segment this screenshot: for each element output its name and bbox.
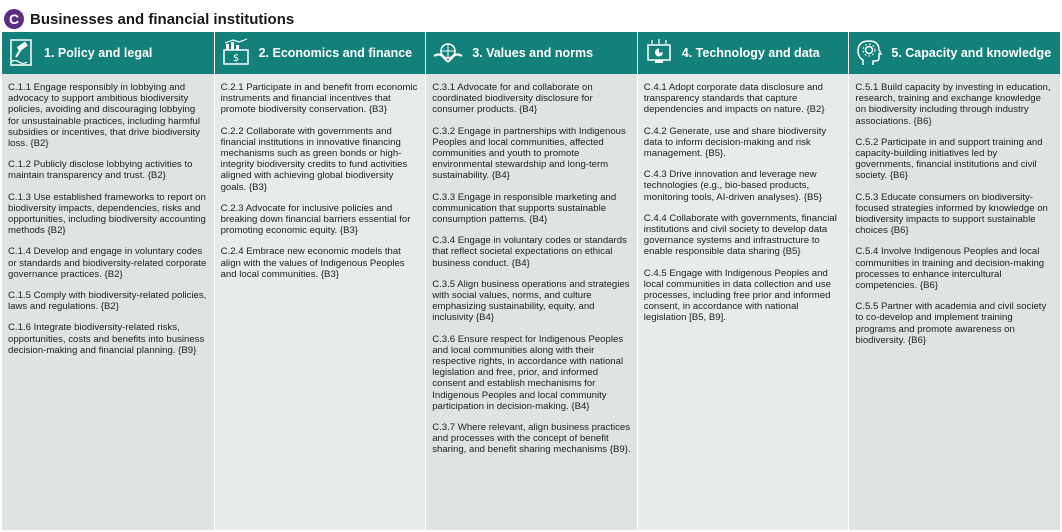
column-header [849, 32, 1060, 74]
action-item: C.3.4 Engage in voluntary codes or standards that reflect societal expectations on ethical business conduct. {B4} [432, 235, 627, 269]
action-item: C.1.3 Use established frameworks to report on biodiversity impacts, dependencies, risks and opportunities, including biodiversity accounting methods {B2} [8, 191, 206, 237]
action-item: C.2.3 Advocate for inclusive policies and breaking down financial barriers essential for promoting economic equity. {B3} [220, 202, 411, 237]
hands-globe-icon [432, 38, 464, 68]
action-item: C.5.1 Build capacity by investing in education, research, training and exchange knowledge on biodiversity including through industry associations. {B6} [855, 82, 1051, 127]
money-chart-icon [221, 38, 251, 68]
action-item: C.5.2 Participate in and support training and capacity-building initiatives led by governments, financial institutions and civil society. {B6} [855, 136, 1043, 182]
column-header [215, 32, 426, 74]
action-item: C.3.5 Align business operations and strategies with social values, norms, and culture emphasizing sustainability, equity, and inclusivity {B4} [432, 278, 630, 324]
action-item: C.2.1 Participate in and benefit from economic instruments and financial incentives that promote biodiversity conservation. {B3} [220, 82, 418, 116]
column-body [2, 74, 214, 530]
action-item: C.3.7 Where relevant, align business practices and processes with the concept of benefit sharing, and benefit sharing mechanisms {B9}. [432, 422, 631, 456]
column-technology-data [637, 32, 849, 530]
column-header [2, 32, 214, 74]
column-title: 5. Capacity and knowledge [891, 46, 1052, 60]
action-item: C.5.3 Educate consumers on biodiversity-focused strategies informed by knowledge on biodiversity impacts to support sustainable choices {B6} [855, 191, 1048, 237]
column-body [426, 74, 637, 530]
action-item: C.4.4 Collaborate with governments, financial institutions and civil society to develop data governance systems and infrastructure to enable responsible data sharing {B5} [643, 212, 837, 258]
action-item: C.4.2 Generate, use and share biodiversity data to inform decision-making and risk management. {B5}. [643, 125, 827, 160]
column-title: 4. Technology and data [681, 46, 820, 60]
section-title: Businesses and financial institutions [30, 10, 295, 28]
computer-data-icon [644, 38, 674, 68]
action-item: C.4.3 Drive innovation and leverage new technologies (e.g., bio-based products, monitoring tools, AI-driven analyses). {B5} [643, 169, 822, 203]
columns-grid [2, 32, 1060, 530]
column-title: 1. Policy and legal [44, 46, 153, 60]
action-item: C.3.6 Ensure respect for Indigenous Peoples and local communities along with their respective rights, in accordance with national legislation and free, prior, and informed consent and establish mechanisms for Indigenous Peoples and local community participation in decision-making. {B4} [432, 333, 624, 412]
action-item: C.1.5 Comply with biodiversity-related policies, laws and regulations. {B2} [8, 290, 207, 313]
action-item: C.3.2 Engage in partnerships with Indigenous Peoples and local communities, affected communities and youth to promote environmental stewardship and long-term sustainability. {B4} [432, 125, 626, 182]
action-item: C.4.1 Adopt corporate data disclosure and transparency standards that capture dependencies and impacts on nature. {B2} [643, 82, 825, 116]
action-item: C.1.6 Integrate biodiversity-related risks, opportunities, costs and benefits into business decision-making and financial planning. {B9} [8, 322, 205, 356]
gavel-document-icon [8, 38, 36, 68]
action-item: C.1.1 Engage responsibly in lobbying and advocacy to support ambitious biodiversity policies, avoiding and discouraging lobbying for unsustainable practices, including harmful subsidies or incentives, that drive biodiversity loss. {B2} [8, 82, 200, 150]
svg-text:$: $ [232, 53, 239, 64]
column-values-norms [425, 32, 637, 530]
action-item: C.3.3 Engage in responsible marketing and communication that supports sustainable consumption patterns. {B4} [432, 191, 617, 226]
action-item: C.1.2 Publicly disclose lobbying activities to maintain transparency and trust. {B2} [8, 159, 193, 182]
action-item: C.1.4 Develop and engage in voluntary codes or standards and biodiversity-related corporate governance practices. {B2} [8, 246, 207, 280]
column-body [849, 74, 1060, 530]
action-item: C.2.2 Collaborate with governments and financial institutions in innovative financing mechanisms such as green bonds or high-integrity biodiversity credits to fund activities aligned with achieving global biodiversity goals. {B3} [220, 125, 408, 193]
column-header [638, 32, 849, 74]
column-economics-finance [214, 32, 426, 530]
section-badge: C [4, 9, 24, 29]
section-header [4, 8, 294, 30]
action-item: C.3.1 Advocate for and collaborate on coordinated biodiversity disclosure for consumer products. {B4} [432, 82, 593, 116]
column-body [215, 74, 426, 530]
action-item: C.4.5 Engage with Indigenous Peoples and local communities in data collection and use processes, including free prior and informed consent, in accordance with national legislation [B5, B9]. [643, 267, 831, 324]
action-item: C.2.4 Embrace new economic models that align with the values of Indigenous Peoples and local communities. {B3} [220, 246, 405, 280]
action-item: C.5.4 Involve Indigenous Peoples and local communities in training and decision-making processes to enhance intercultural competencies. {B6} [855, 246, 1045, 292]
action-item: C.5.5 Partner with academia and civil society to co-develop and implement training programs and promote awareness on biodiversity. {B6} [855, 301, 1047, 346]
column-policy-legal [2, 32, 214, 530]
head-gear-icon [855, 38, 883, 68]
column-header [426, 32, 637, 74]
column-body [638, 74, 849, 530]
column-capacity-knowledge [848, 32, 1060, 530]
column-title: 2. Economics and finance [258, 46, 413, 60]
column-title: 3. Values and norms [472, 46, 594, 60]
